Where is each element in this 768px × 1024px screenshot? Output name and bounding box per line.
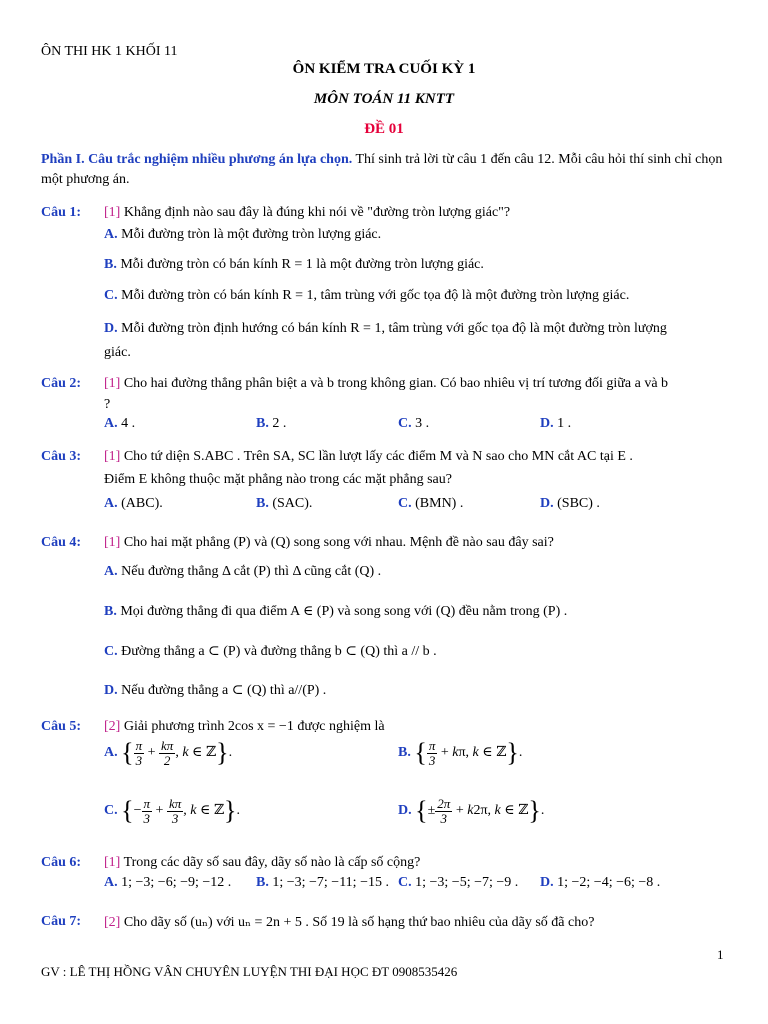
question-1-level: [1] <box>104 205 121 220</box>
option-text: 1 . <box>557 416 572 431</box>
question-5-prompt: Giải phương trình 2cos x = −1 được nghiệm là <box>123 719 385 734</box>
option-text: (ABC). <box>121 496 163 511</box>
option-text: Mỗi đường tròn là một đường tròn lượng giác. <box>121 227 382 242</box>
section-instructions: Thí sinh trả lời từ câu 1 đến câu 12. Mỗi câu hỏi thí sinh chỉ chọn một phương án. <box>41 152 723 187</box>
question-7-text <box>104 914 594 931</box>
question-3-text <box>104 449 633 465</box>
option-label: B. <box>256 496 269 511</box>
question-2-level: [1] <box>104 376 121 391</box>
option-text: Nếu đường thẳng a ⊂ (Q) thì a//(P) . <box>121 683 327 698</box>
question-3-number: Câu 3: <box>41 449 82 464</box>
option-text: Mỗi đường tròn có bán kính R = 1, tâm trùng với gốc tọa độ là một đường tròn lượng giác. <box>121 288 630 303</box>
formula-brace: } <box>506 738 519 767</box>
formula-brace: { <box>414 738 427 767</box>
q2-option-a[interactable] <box>104 416 135 432</box>
q3-option-a[interactable] <box>104 496 163 512</box>
fraction: $\frac{2\pi}{3}$ <box>437 795 451 826</box>
q4-option-a[interactable] <box>104 564 381 580</box>
option-text: (SBC) . <box>557 496 600 511</box>
formula-brace: { <box>415 796 428 825</box>
option-text: 1; −3; −5; −7; −9 . <box>415 875 519 890</box>
q1-option-c[interactable] <box>104 288 629 304</box>
option-text: Đường thẳng a ⊂ (P) và đường thẳng b ⊂ (Q) thì a // b . <box>121 644 437 659</box>
question-7-level: [2] <box>104 915 121 930</box>
question-5-text <box>104 719 385 735</box>
formula-brace: } <box>528 796 541 825</box>
formula-brace: } <box>224 796 237 825</box>
page-number: 1 <box>717 947 724 962</box>
question-5-level: [2] <box>104 719 121 734</box>
question-4-number: Câu 4: <box>41 535 82 550</box>
option-label: A. <box>104 564 118 579</box>
fraction: $\frac{k\pi}{2}$ <box>161 737 174 768</box>
option-label: C. <box>398 496 412 511</box>
q4-option-d[interactable] <box>104 682 326 699</box>
q1-option-d-cont: giác. <box>104 345 131 360</box>
option-label: A. <box>104 745 118 761</box>
option-label: B. <box>256 416 269 431</box>
question-3-level: [1] <box>104 449 121 464</box>
option-label: D. <box>540 496 554 511</box>
option-label: A. <box>104 227 118 242</box>
q5-option-b[interactable]: B. { $\frac{\pi}{3}$ + kπ, k ∈ ℤ}. <box>398 737 523 768</box>
fraction: $\frac{k\pi}{3}$ <box>168 795 182 826</box>
question-3-prompt: Cho tứ diện S.ABC . Trên SA, SC lần lượt lấy các điểm M và N sao cho MN cắt AC tại E . <box>123 449 633 464</box>
header-top-left: ÔN THI HK 1 KHỐI 11 <box>41 44 178 59</box>
option-label: D. <box>398 803 412 819</box>
question-1-prompt: Khẳng định nào sau đây là đúng khi nói về "đường tròn lượng giác"? <box>123 205 511 220</box>
question-2-text-cont: ? <box>104 397 111 412</box>
q1-option-a[interactable] <box>104 227 381 243</box>
question-2-prompt: Cho hai đường thẳng phân biệt a và b trong không gian. Có bao nhiêu vị trí tương đối giữa a và b <box>123 376 669 391</box>
q2-option-d[interactable] <box>540 416 571 432</box>
fraction: $\frac{\pi}{3}$ <box>143 795 151 826</box>
q6-option-c[interactable] <box>398 875 518 891</box>
option-text: (SAC). <box>272 496 313 511</box>
option-label: B. <box>256 875 269 890</box>
option-label: B. <box>104 257 117 272</box>
option-label: A. <box>104 496 118 511</box>
option-text: Mỗi đường tròn có bán kính R = 1 là một đường tròn lượng giác. <box>120 257 484 272</box>
page-footer: GV : LÊ THỊ HỒNG VÂN CHUYÊN LUYỆN THI ĐẠI HỌC ĐT 0908535426 <box>41 964 458 979</box>
option-text: Nếu đường thẳng Δ cắt (P) thì Δ cũng cắt (Q) . <box>121 564 382 579</box>
option-label: D. <box>104 321 118 336</box>
q3-option-b[interactable] <box>256 496 312 512</box>
q5-option-d[interactable]: D. {± $\frac{2\pi}{3}$ + k2π, k ∈ ℤ}. <box>398 795 545 826</box>
option-text: Mọi đường thẳng đi qua điểm A ∈ (P) và song song với (Q) đều nằm trong (P) . <box>120 604 568 619</box>
q6-option-a[interactable] <box>104 875 231 891</box>
q1-option-d[interactable] <box>104 321 667 337</box>
option-text: 2 . <box>272 416 287 431</box>
q2-option-b[interactable] <box>256 416 286 432</box>
question-6-number: Câu 6: <box>41 855 82 870</box>
option-text: 1; −2; −4; −6; −8 . <box>557 875 661 890</box>
formula-brace: } <box>216 738 229 767</box>
q3-option-d[interactable] <box>540 496 600 512</box>
option-label: C. <box>398 416 412 431</box>
question-2-text <box>104 376 668 392</box>
q4-option-b[interactable] <box>104 603 567 620</box>
option-label: C. <box>104 803 118 819</box>
option-label: C. <box>104 288 118 303</box>
question-5-number: Câu 5: <box>41 719 82 734</box>
option-text: Mỗi đường tròn định hướng có bán kính R = 1, tâm trùng với gốc tọa độ là một đường tròn lượng <box>121 321 667 336</box>
q5-option-a[interactable]: A. { $\frac{\pi}{3}$ + $\frac{k\pi}{2}$ , k ∈ ℤ}. <box>104 737 233 768</box>
question-7-prompt: Cho dãy số (uₙ) với uₙ = 2n + 5 . Số 19 là số hạng thứ bao nhiêu của dãy số đã cho? <box>123 915 595 930</box>
q4-option-c[interactable] <box>104 643 437 660</box>
option-text: 3 . <box>415 416 430 431</box>
option-label: B. <box>398 745 411 761</box>
subject-title: MÔN TOÁN 11 KNTT <box>313 91 455 107</box>
question-4-level: [1] <box>104 535 121 550</box>
option-text: (BMN) . <box>415 496 464 511</box>
option-label: C. <box>104 644 118 659</box>
question-6-level: [1] <box>104 855 121 870</box>
option-text: 1; −3; −6; −9; −12 . <box>121 875 232 890</box>
question-1-number: Câu 1: <box>41 205 82 220</box>
section-intro <box>41 150 731 190</box>
q5-option-c[interactable]: C. {− $\frac{\pi}{3}$ + $\frac{k\pi}{3}$ , k ∈ ℤ}. <box>104 795 241 826</box>
question-3-text-cont: Điểm E không thuộc mặt phẳng nào trong các mặt phẳng sau? <box>104 472 452 487</box>
option-label: D. <box>540 875 554 890</box>
option-text: 4 . <box>121 416 136 431</box>
question-1-text <box>104 205 510 221</box>
q1-option-b[interactable] <box>104 257 484 273</box>
fraction: $\frac{\pi}{3}$ <box>428 737 436 768</box>
main-title: ÔN KIỂM TRA CUỐI KỲ 1 <box>292 61 476 77</box>
option-label: A. <box>104 416 118 431</box>
option-label: D. <box>540 416 554 431</box>
q2-option-c[interactable] <box>398 416 429 432</box>
option-label: C. <box>398 875 412 890</box>
fraction: $\frac{\pi}{3}$ <box>135 737 143 768</box>
question-7-number: Câu 7: <box>41 914 82 929</box>
option-label: A. <box>104 875 118 890</box>
question-4-prompt: Cho hai mặt phẳng (P) và (Q) song song với nhau. Mệnh đề nào sau đây sai? <box>123 535 554 550</box>
question-2-number: Câu 2: <box>41 376 82 391</box>
section-heading: Phần I. Câu trắc nghiệm nhiều phương án lựa chọn. <box>41 152 353 167</box>
option-label: B. <box>104 604 117 619</box>
option-text: 1; −3; −7; −11; −15 . <box>272 875 389 890</box>
q6-option-d[interactable] <box>540 875 660 891</box>
formula-brace: { <box>121 796 134 825</box>
q6-option-b[interactable] <box>256 875 389 891</box>
exam-code: ĐỀ 01 <box>364 121 404 137</box>
question-6-prompt: Trong các dãy số sau đây, dãy số nào là cấp số cộng? <box>123 855 421 870</box>
q3-option-c[interactable] <box>398 496 463 512</box>
question-4-text <box>104 535 554 551</box>
option-label: D. <box>104 683 118 698</box>
question-6-text <box>104 855 420 871</box>
formula-brace: { <box>121 738 134 767</box>
